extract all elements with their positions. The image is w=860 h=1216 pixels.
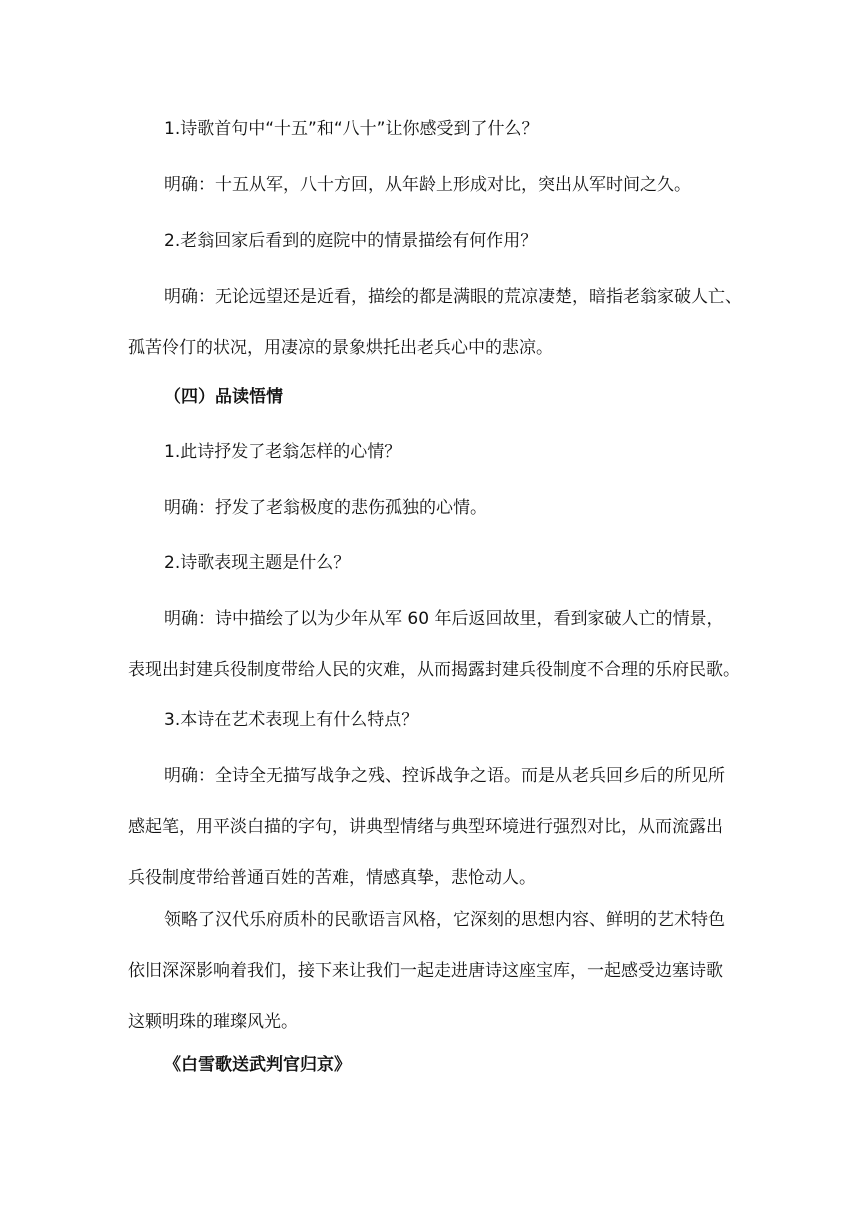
poem-title-text: 《白雪歌送武判官归京》 [164,1055,351,1075]
question-1-line-1: 1.诗歌首句中“十五”和“八十”让你感受到了什么？ [164,119,539,139]
answer-5-line-1: 明确：全诗全无描写战争之残、控诉战争之语。而是从老兵回乡后的所见所 [164,766,725,786]
answer-5-line-3: 兵役制度带给普通百姓的苦难，情感真挚，悲怆动人。 [128,868,536,888]
answer-5-line-2: 感起笔，用平淡白描的字句，讲典型情绪与典型环境进行强烈对比，从而流露出 [128,817,723,837]
section-heading-4 [128,372,748,423]
question-5 [128,695,748,746]
transition-paragraph [128,895,748,1048]
transition-line-1: 领略了汉代乐府质朴的民歌语言风格，它深刻的思想内容、鲜明的艺术特色 [164,910,725,930]
transition-line-3: 这颗明珠的璀璨风光。 [128,1012,298,1032]
question-2-line-1: 2.老翁回家后看到的庭院中的情景描绘有何作用？ [164,231,538,251]
answer-1-line-1: 明确：十五从军，八十方回，从年龄上形成对比，突出从军时间之久。 [164,175,691,195]
answer-1 [128,160,748,211]
question-5-line-1: 3.本诗在艺术表现上有什么特点？ [164,710,419,730]
poem-title [128,1040,748,1091]
answer-2 [128,272,748,374]
question-2 [128,216,748,267]
answer-4-line-1: 明确：诗中描绘了以为少年从军 60 年后返回故里，看到家破人亡的情景， [164,609,724,629]
transition-line-2: 依旧深深影响着我们，接下来让我们一起走进唐诗这座宝库，一起感受边塞诗歌 [128,961,723,981]
question-4-line-1: 2.诗歌表现主题是什么？ [164,553,351,573]
answer-5 [128,751,748,904]
answer-3 [128,483,748,534]
question-3 [128,427,748,478]
section-heading-4-text: （四）品读悟情 [164,387,283,407]
answer-3-line-1: 明确：抒发了老翁极度的悲伤孤独的心情。 [164,498,487,518]
question-3-line-1: 1.此诗抒发了老翁怎样的心情？ [164,442,402,462]
answer-2-line-1: 明确：无论远望还是近看，描绘的都是满眼的荒凉凄楚，暗指老翁家破人亡、 [164,287,742,307]
question-1 [128,104,748,155]
answer-4-line-2: 表现出封建兵役制度带给人民的灾难，从而揭露封建兵役制度不合理的乐府民歌。 [128,660,740,680]
question-4 [128,538,748,589]
answer-4 [128,594,748,696]
answer-2-line-2: 孤苦伶仃的状况，用凄凉的景象烘托出老兵心中的悲凉。 [128,338,553,358]
